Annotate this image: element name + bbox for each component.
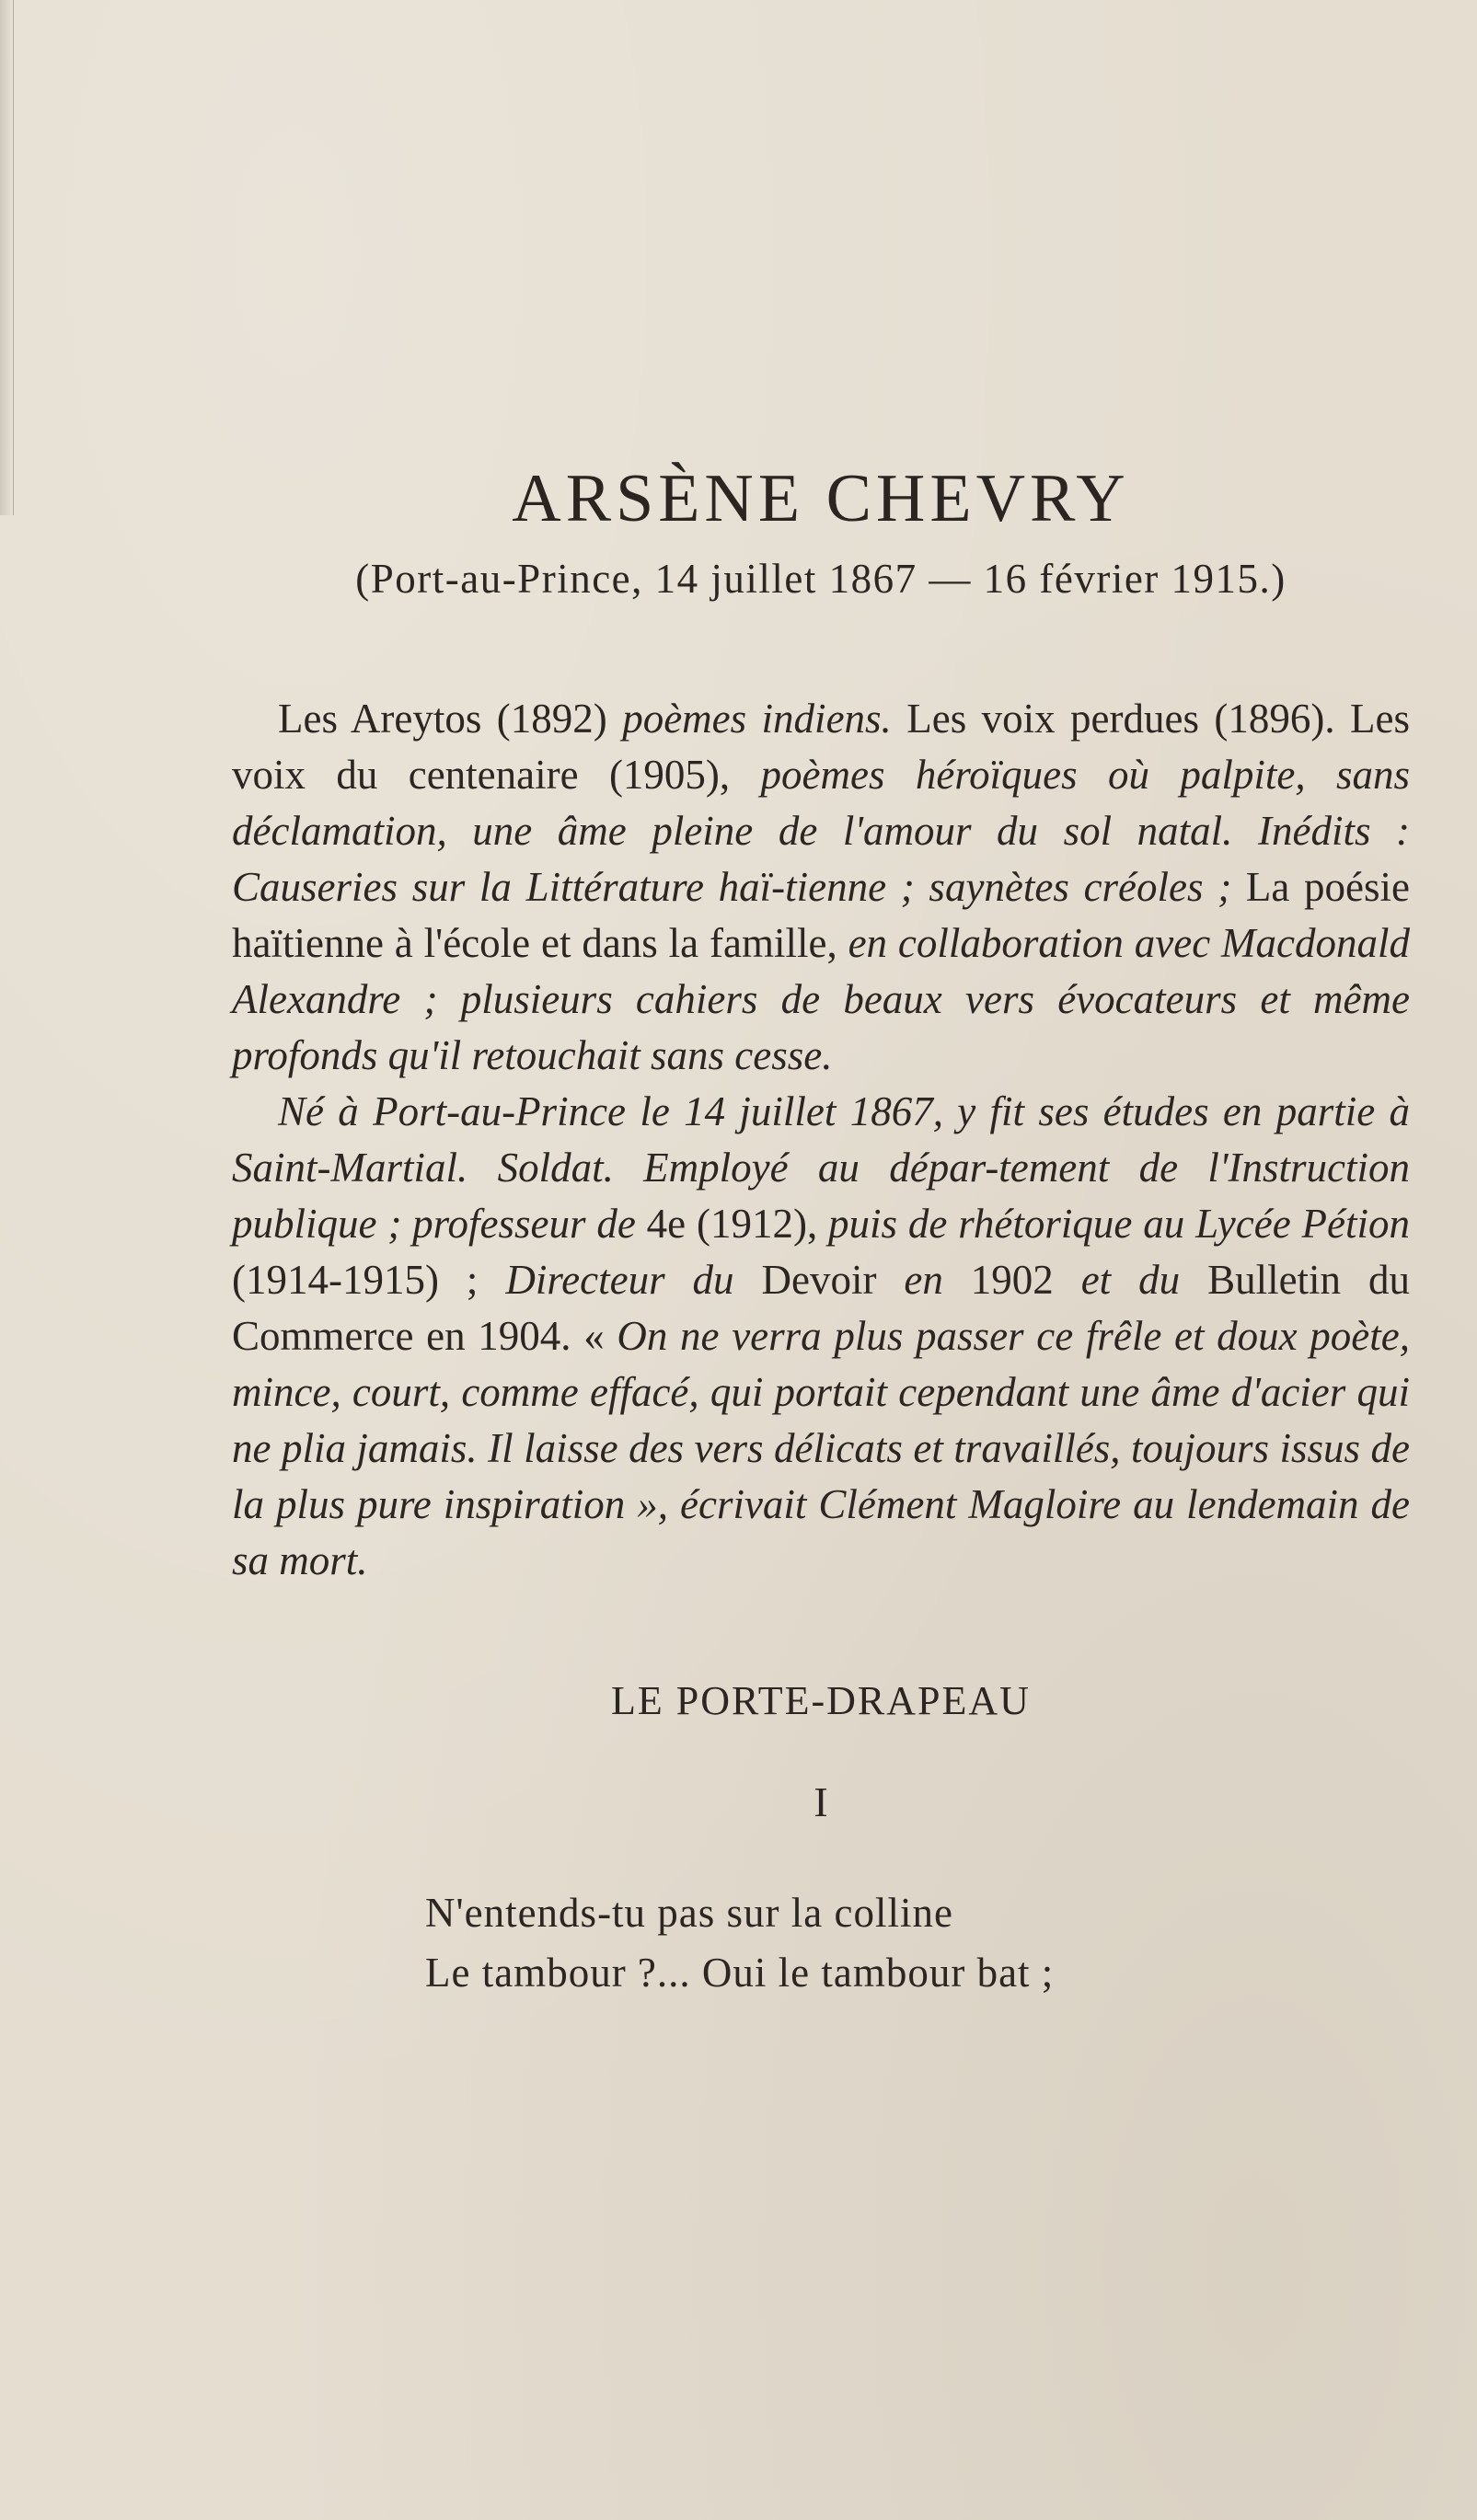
bio-paragraph-life [232, 1084, 1410, 1589]
poem-section-number: I [814, 1778, 828, 1825]
bio-text-segment: 4e (1912), [646, 1201, 818, 1247]
bio-text-segment: (1914-1915) ; [232, 1257, 479, 1303]
bio-text-segment: La poésie haïtienne à l'école et dans la famille, [232, 864, 1411, 966]
author-dates: (Port-au-Prince, 14 juillet 1867 — 16 février 1915.) [355, 556, 1287, 602]
bio-text-segment: Bulletin du Commerce en 1904. [232, 1257, 1410, 1359]
bio-text-segment: Né à Port-au-Prince le 14 juillet 1867, y fit ses études en partie à Saint-Martial. Soldat. Employé au dépar-tement de l'Instruction publique ; professeur de [232, 1088, 1410, 1247]
bio-text-segment: poèmes indiens. [622, 696, 892, 742]
bio-text-segment: en [876, 1257, 971, 1303]
bio-text-segment: Les Areytos (1892) [278, 696, 623, 742]
bio-text-segment: On ne verra plus passer ce frêle et doux poète, mince, court, comme effacé, qui portait cependant une âme d'acier qui ne plia jamais. Il laisse des vers délicats et travaillés, toujours issus de la plus pure inspiration », écrivait Clément Magloire au lendemain de sa mort. [232, 1313, 1410, 1583]
page-content [232, 460, 1410, 2003]
bio-text-segment: Directeur du [478, 1257, 762, 1303]
bio-text-segment: en collaboration avec Macdonald Alexandre ; plusieurs cahiers de beaux vers évocateurs et même profonds qu'il retouchait sans cesse. [232, 920, 1411, 1078]
poem-verse-line: N'entends-tu pas sur la colline [425, 1890, 953, 1936]
page-binding-edge [0, 0, 14, 515]
bio-text-segment: 1902 [970, 1257, 1054, 1303]
poem-verses [425, 1883, 1410, 2003]
poem-title: LE PORTE-DRAPEAU [611, 1678, 1031, 1723]
bio-text-segment: et du [1053, 1257, 1208, 1303]
author-name: ARSÈNE CHEVRY [512, 461, 1130, 536]
poem-verse-line: Le tambour ?... Oui le tambour bat ; [425, 1950, 1055, 1996]
bio-text-segment: « [571, 1313, 617, 1359]
bio-text-segment: Devoir [761, 1257, 877, 1303]
bio-paragraph-works [232, 691, 1410, 1084]
bio-text-segment: puis de rhétorique au Lycée Pétion [817, 1201, 1410, 1247]
bio-text-segment: poèmes héroïques où palpite, sans déclamation, une âme pleine de l'amour du sol natal. Inédits : Causeries sur la Littérature haï-tienne ; saynètes créoles ; [232, 752, 1410, 910]
bio-text-segment: Les voix perdues (1896). Les voix du centenaire (1905), [232, 696, 1411, 798]
